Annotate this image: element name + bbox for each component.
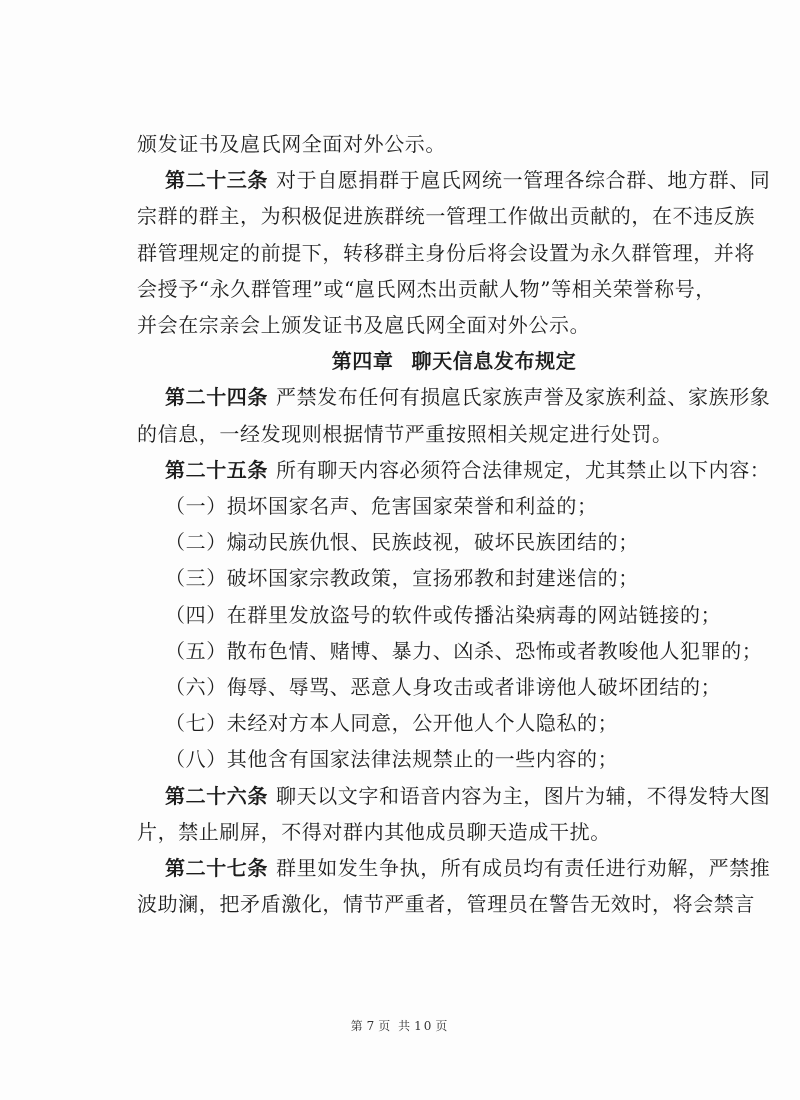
- list-item: （三）破坏国家宗教政策，宣扬邪教和封建迷信的；: [165, 566, 639, 591]
- list-item: （八）其他含有国家法律法规禁止的一些内容的；: [165, 747, 619, 772]
- text-line: 波助澜，把矛盾激化，情节严重者，管理员在警告无效时，将会禁言: [137, 892, 755, 917]
- article-27-line-1: [137, 850, 771, 886]
- list-item: （六）侮辱、辱骂、恶意人身攻击或者诽谤他人破坏团结的；: [165, 675, 722, 700]
- article-text: 聊天以文字和语音内容为主，图片为辅，不得发特大图: [276, 783, 771, 808]
- footer-suffix: 页: [435, 1019, 450, 1033]
- list-item: （七）未经对方本人同意，公开他人个人隐私的；: [165, 711, 619, 736]
- text-line: 颁发证书及扈氏网全面对外公示。: [137, 132, 446, 156]
- text-line: 的信息，一经发现则根据情节严重按照相关规定进行处罚。: [137, 421, 673, 446]
- page-number: 7: [366, 1019, 377, 1033]
- article-23-line-1: [137, 162, 771, 198]
- footer-prefix: 第: [350, 1019, 365, 1033]
- document-body: [137, 126, 771, 922]
- chapter-title: 聊天信息发布规定: [411, 349, 577, 374]
- chapter-number: 第四章: [331, 349, 394, 374]
- article-heading: 第二十三条: [165, 168, 268, 193]
- article-text: 所有聊天内容必须符合法律规定，尤其禁止以下内容：: [276, 457, 771, 482]
- text-line: 宗群的群主，为积极促进族群统一管理工作做出贡献的，在不违反族: [137, 204, 755, 229]
- text-line: 并会在宗亲会上颁发证书及扈氏网全面对外公示。: [137, 313, 591, 338]
- footer-middle: 页 共: [378, 1019, 413, 1033]
- total-pages: 10: [414, 1019, 434, 1033]
- article-text: 严禁发布任何有损扈氏家族声誉及家族利益、家族形象: [276, 385, 771, 410]
- chapter-heading: [137, 343, 763, 379]
- article-25-line-1: [137, 452, 771, 488]
- article-24-line-1: [137, 379, 771, 415]
- article-26-line-1: [137, 778, 771, 814]
- list-item: （四）在群里发放盗号的软件或传播沾染病毒的网站链接的；: [165, 602, 722, 627]
- page-footer: [0, 1017, 800, 1034]
- article-heading: 第二十四条: [165, 385, 268, 410]
- text-line: 群管理规定的前提下，转移群主身份后将会设置为永久群管理，并将: [137, 240, 755, 265]
- text-line: 片，禁止刷屏，不得对群内其他成员聊天造成干扰。: [137, 819, 611, 844]
- list-item: （一）损坏国家名声、危害国家荣誉和利益的；: [165, 494, 598, 519]
- article-heading: 第二十六条: [165, 783, 268, 808]
- article-text: 对于自愿捐群于扈氏网统一管理各综合群、地方群、同: [276, 168, 771, 193]
- article-text: 群里如发生争执，所有成员均有责任进行劝解，严禁推: [276, 856, 771, 881]
- list-item: （二）煽动民族仇恨、民族歧视，破坏民族团结的；: [165, 530, 639, 555]
- article-heading: 第二十七条: [165, 856, 268, 881]
- text-line: 会授予“永久群管理”或“扈氏网杰出贡献人物”等相关荣誉称号，: [137, 276, 716, 301]
- list-item: （五）散布色情、赌博、暴力、凶杀、恐怖或者教唆他人犯罪的；: [165, 638, 763, 663]
- article-heading: 第二十五条: [165, 457, 268, 482]
